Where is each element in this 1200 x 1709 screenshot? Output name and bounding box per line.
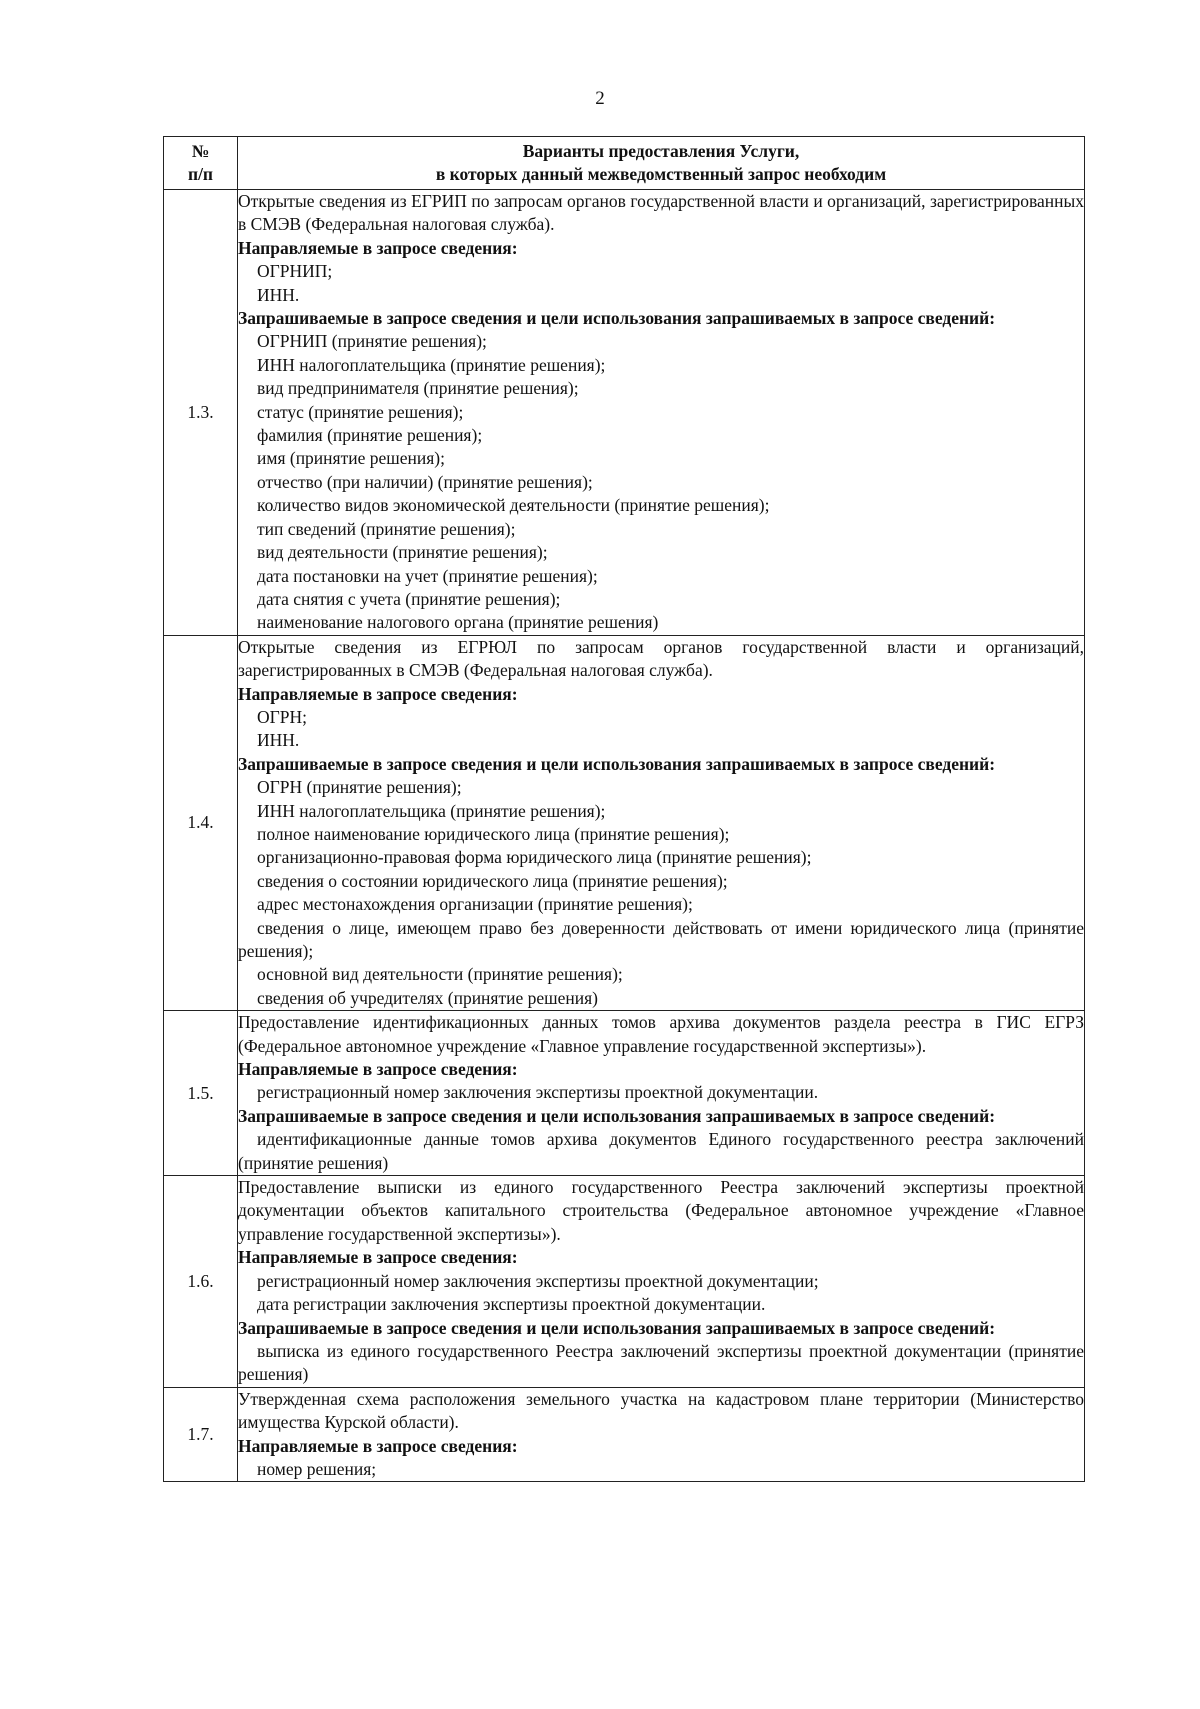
sent-item: дата регистрации заключения экспертизы проектной документации. bbox=[257, 1294, 766, 1315]
requested-item: количество видов экономической деятельности (принятие решения); bbox=[257, 495, 770, 516]
requested-heading: Запрашиваемые в запросе сведения и цели использования запрашиваемых в запросе сведений: bbox=[238, 753, 996, 774]
header-title-line1: Варианты предоставления Услуги, bbox=[522, 141, 800, 161]
row-content bbox=[238, 1387, 1085, 1482]
row-intro: Открытые сведения из ЕГРИП по запросам органов государственной власти и организаций, зарегистрированных в СМЭВ (Федеральная налоговая служба). bbox=[238, 191, 1084, 235]
requested-item: тип сведений (принятие решения); bbox=[257, 518, 516, 539]
requested-item: ОГРН (принятие решения); bbox=[257, 777, 462, 798]
row-content bbox=[238, 1176, 1085, 1388]
requested-item: полное наименование юридического лица (принятие решения); bbox=[257, 823, 730, 844]
header-number-sign: № bbox=[191, 141, 210, 161]
sent-item: номер решения; bbox=[257, 1458, 377, 1479]
row-intro: Открытые сведения из ЕГРЮЛ по запросам органов государственной власти и организаций, зарегистрированных в СМЭВ (Федеральная налоговая служба). bbox=[238, 636, 1084, 681]
requested-item: отчество (при наличии) (принятие решения); bbox=[257, 471, 593, 492]
requested-item: основной вид деятельности (принятие решения); bbox=[257, 964, 623, 985]
header-title-line2: в которых данный межведомственный запрос необходим bbox=[435, 164, 887, 184]
sent-item: ИНН. bbox=[257, 730, 300, 751]
requested-item: ОГРНИП (принятие решения); bbox=[257, 331, 487, 352]
row-number: 1.4. bbox=[164, 635, 238, 1011]
table-row bbox=[164, 1176, 1085, 1388]
sent-item: ОГРН; bbox=[257, 706, 307, 727]
requested-item: сведения об учредителях (принятие решения) bbox=[257, 987, 598, 1008]
sent-heading: Направляемые в запросе сведения: bbox=[238, 1247, 518, 1268]
row-intro: Предоставление выписки из единого государственного Реестра заключений экспертизы проектной документации объектов капитального строительства (Федеральное автономное учреждение «Главное управление государственной экспертизы»). bbox=[238, 1177, 1084, 1244]
requested-item: вид деятельности (принятие решения); bbox=[257, 542, 548, 563]
header-number bbox=[164, 137, 238, 190]
row-number: 1.3. bbox=[164, 190, 238, 636]
requested-item: вид предпринимателя (принятие решения); bbox=[257, 378, 579, 399]
requested-item: фамилия (принятие решения); bbox=[257, 425, 483, 446]
sent-heading: Направляемые в запросе сведения: bbox=[238, 1059, 518, 1080]
row-content bbox=[238, 190, 1085, 636]
requested-item: выписка из единого государственного Реестра заключений экспертизы проектной документации (принятие решения) bbox=[238, 1340, 1084, 1385]
row-number: 1.5. bbox=[164, 1011, 238, 1176]
requested-item: сведения о лице, имеющем право без доверенности действовать от имени юридического лица (принятие решения); bbox=[238, 917, 1084, 961]
sent-item: ОГРНИП; bbox=[257, 261, 333, 282]
sent-heading: Направляемые в запросе сведения: bbox=[238, 1435, 518, 1456]
requests-table bbox=[163, 136, 1085, 1482]
header-title bbox=[238, 137, 1085, 190]
requested-item: имя (принятие решения); bbox=[257, 448, 445, 469]
sent-item: ИНН. bbox=[257, 284, 300, 305]
table-row bbox=[164, 635, 1085, 1011]
row-number: 1.7. bbox=[164, 1387, 238, 1482]
requested-heading: Запрашиваемые в запросе сведения и цели использования запрашиваемых в запросе сведений: bbox=[238, 1317, 996, 1338]
table-row bbox=[164, 1387, 1085, 1482]
requested-item: организационно-правовая форма юридического лица (принятие решения); bbox=[257, 847, 812, 868]
row-intro: Предоставление идентификационных данных томов архива документов раздела реестра в ГИС ЕГРЗ (Федеральное автономное учреждение «Главное управление государственной экспертизы»). bbox=[238, 1012, 1084, 1056]
sent-heading: Направляемые в запросе сведения: bbox=[238, 683, 518, 704]
requested-item: адрес местонахождения организации (принятие решения); bbox=[257, 894, 693, 915]
requested-item: ИНН налогоплательщика (принятие решения); bbox=[257, 800, 606, 821]
requested-heading: Запрашиваемые в запросе сведения и цели использования запрашиваемых в запросе сведений: bbox=[238, 308, 996, 329]
requested-item: ИНН налогоплательщика (принятие решения); bbox=[257, 354, 606, 375]
table-header-row bbox=[164, 137, 1085, 190]
row-content bbox=[238, 635, 1085, 1011]
table-row bbox=[164, 1011, 1085, 1176]
table-row bbox=[164, 190, 1085, 636]
requested-heading: Запрашиваемые в запросе сведения и цели использования запрашиваемых в запросе сведений: bbox=[238, 1105, 996, 1126]
requested-item: дата постановки на учет (принятие решения); bbox=[257, 565, 598, 586]
sent-item: регистрационный номер заключения экспертизы проектной документации. bbox=[257, 1082, 819, 1103]
header-number-abbr: п/п bbox=[187, 164, 214, 184]
requested-item: идентификационные данные томов архива документов Единого государственного реестра заключений (принятие решения) bbox=[238, 1129, 1084, 1173]
row-intro: Утвержденная схема расположения земельного участка на кадастровом плане территории (Министерство имущества Курской области). bbox=[238, 1388, 1084, 1433]
page-number: 2 bbox=[595, 88, 605, 109]
requested-item: наименование налогового органа (принятие решения) bbox=[257, 612, 659, 633]
row-content bbox=[238, 1011, 1085, 1176]
sent-heading: Направляемые в запросе сведения: bbox=[238, 237, 518, 258]
requested-item: сведения о состоянии юридического лица (принятие решения); bbox=[257, 870, 728, 891]
requested-item: дата снятия с учета (принятие решения); bbox=[257, 588, 561, 609]
requested-item: статус (принятие решения); bbox=[257, 401, 464, 422]
row-number: 1.6. bbox=[164, 1176, 238, 1388]
sent-item: регистрационный номер заключения экспертизы проектной документации; bbox=[257, 1270, 819, 1291]
